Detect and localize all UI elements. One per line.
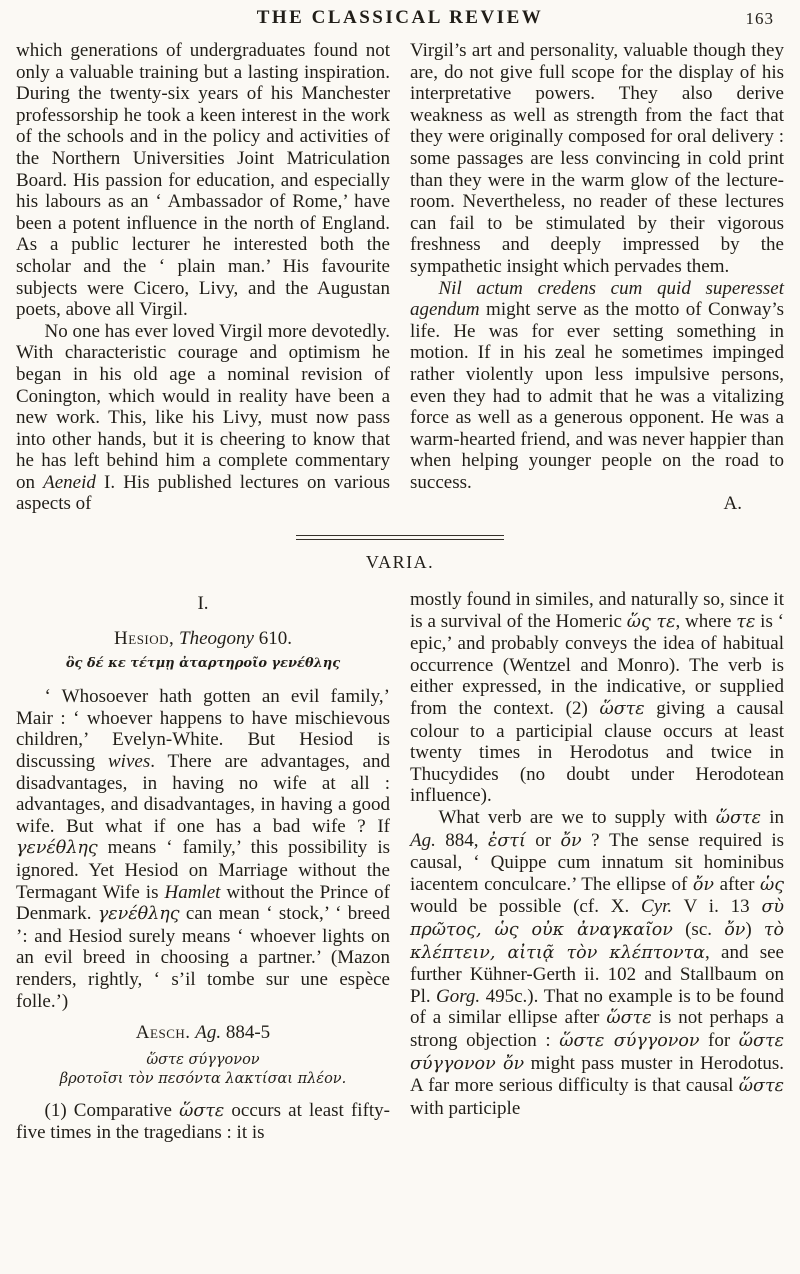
section-divider (296, 535, 504, 540)
author-initial: A. (723, 493, 742, 515)
paragraph: which generations of undergraduates found not only a valuable training but a lasting inspiration. During the twenty-six years of his Manchester professorship he took a keen interest in the work of the schools and in the policy and activities of the Northern Universities Joint Matriculation Board. His passion for education, and especially his labours as an ‘ Ambassador of Rome,’ have been a potent influence in the north of England. As a public lecturer he interested both the scholar and the ‘ plain man.’ His favourite subjects were Cicero, Livy, and the Augustan poets, above all Virgil. (16, 40, 390, 321)
paragraph: What verb are we to supply with ὥστε in Ag. 884, ἐστί or ὄν ? The sense required is causal, ‘ Quippe cum innatum sit hominibus iacentem conculcare.’ The ellipse of ὄν after ὡς would be possible (cf. X. Cyr. V i. 13 σὺ πρῶτος, ὡς οὐκ ἀναγκαῖον (sc. ὄν) τὸ κλέπτειν, αἰτιᾷ τὸν κλέπτοντα, and see further Kühner-Gerth ii. 102 and Stallbaum on Pl. Gorg. 495c.). That no example is to be found of a similar ellipse after ὥστε is not perhaps a strong objection : ὥστε σύγγονον for ὥστε σύγγονον ὄν might pass muster in Herodotus. A far more serious difficulty is that causal ὥστε with participle (410, 807, 785, 1119)
page-number: 163 (745, 9, 774, 28)
paragraph: (1) Comparative ὥστε occurs at least fifty-five times in the tragedians : it is (16, 1099, 391, 1144)
paragraph: ‘ Whosoever hath gotten an evil family,’ Mair : ‘ whoever happens to have mischievous children,’ Evelyn-White. But Hesiod is discussing wives. There are advantages, and disadvantages, in having no wife at all : advantages, and disadvantages, in having a good wife. But what if one has a bad wife ? If γενέθλης means ‘ family,’ this possibility is ignored. Yet Hesiod on Marriage without the Termagant Wife is Hamlet without the Prince of Denmark. γενέθλης can mean ‘ stock,’ ‘ breed ’: and Hesiod surely means ‘ whoever lights on an evil breed in choosing a partner.’ (Mazon renders, rightly, ‘ s’il tombe sur une espèce folle.’) (16, 686, 390, 1012)
article-heading: Hesiod, Theogony 610. (114, 627, 292, 649)
paragraph: Virgil’s art and personality, valuable though they are, do not give full scope for the display of his interpretative powers. They also derive weakness as well as strength from the fact that they were originally composed for oral delivery : some passages are less convincing in cold print than they were in the warm glow of the lecture-room. Nevertheless, no reader of these lectures can fail to be stimulated by their vigorous freshness and deeply impressed by the sympathetic insight which pervades them. (410, 40, 784, 277)
paragraph: mostly found in similes, and naturally so, since it is a survival of the Homeric ὥς τε, where τε is ‘ epic,’ and probably conveys the idea of habitual occurrence (Wentzel and Monro). The verb is either expressed, in the indicative, or supplied from the context. (2) ὥστε giving a causal colour to a participial clause occurs at least twenty times in Herodotus and twice in Thucydides (no doubt under Herodotean influence). (410, 589, 784, 807)
varia-left-column (16, 589, 390, 1144)
greek-quote (16, 1051, 390, 1089)
page-header (0, 0, 800, 29)
varia-title: VARIA. (365, 552, 435, 573)
varia-right-column (410, 589, 784, 1144)
obituary-left-column (16, 40, 390, 515)
paragraph: No one has ever loved Virgil more devotedly. With characteristic courage and optimism he began in his old age a nominal revision of Conington, which would in reality have been a new work. This, like his Livy, must now pass into other hands, but it is cheering to know that he has left behind him a complete commentary on Aeneid I. His published lectures on various aspects of (16, 320, 390, 515)
varia-section (0, 589, 800, 1144)
journal-title: THE CLASSICAL REVIEW (256, 7, 544, 28)
paragraph: Nil actum credens cum quid superesset agendum might serve as the motto of Conway’s life. He was for ever setting something in motion. If in his zeal he sometimes impinged rather violently upon less impulsive persons, even they had to admit that he was a vitalizing force as well as a generous opponent. He was a warm-hearted friend, and was never happier than when helping younger people on the road to success. (410, 277, 784, 493)
aesch-heading: Aesch. Ag. 884-5 (135, 1022, 271, 1044)
greek-quote-line: ὥστε σύγγονον (146, 1051, 260, 1068)
obituary-section (0, 40, 800, 515)
greek-quote-line: βροτοῖσι τὸν πεσόντα λακτίσαι πλέον. (59, 1070, 347, 1087)
greek-epigraph: ὃς δέ κε τέτμῃ ἀταρτηροῖο γενέθλης (65, 656, 341, 672)
obituary-right-column (410, 40, 784, 515)
section-number: I. (197, 593, 209, 615)
